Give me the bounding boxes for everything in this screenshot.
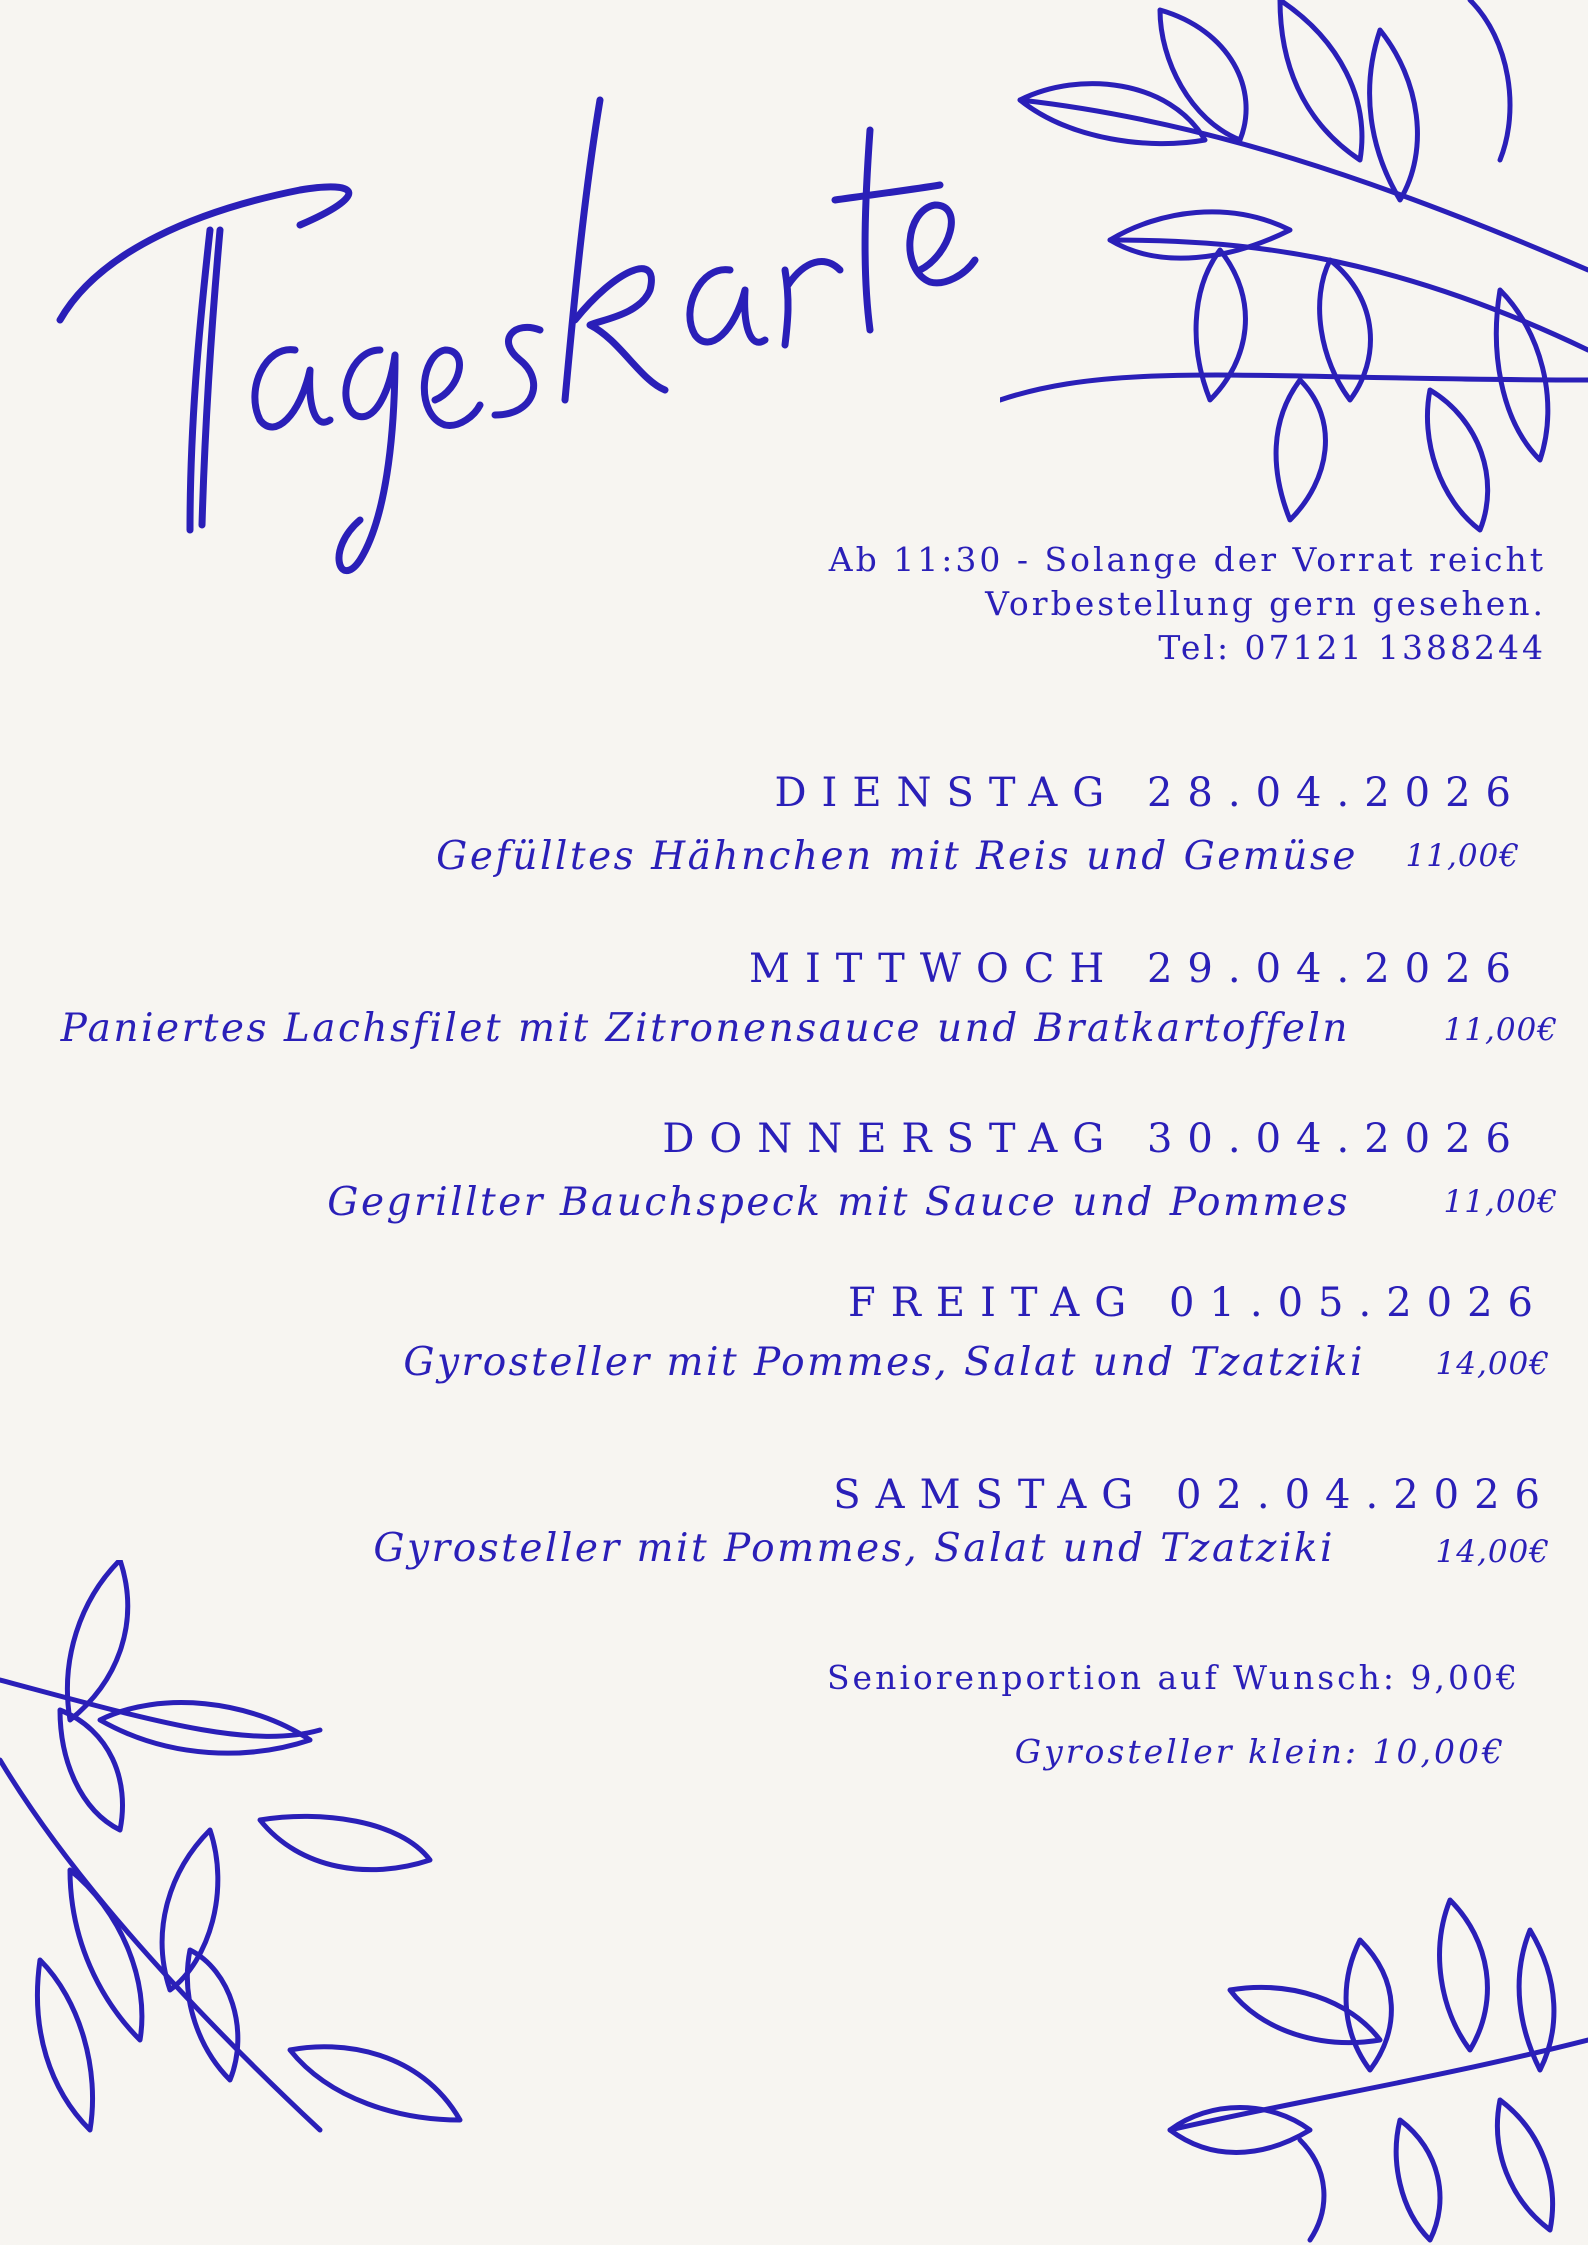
title-script-icon [40,20,1000,580]
menu-day-tuesday: DIENSTAG 28.04.2026 [774,770,1526,816]
leaf-branch-icon [1000,0,1588,540]
menu-price-thursday: 11,00€ [1443,1184,1558,1220]
small-gyros-text: Gyrosteller klein: 10,00€ [1014,1732,1506,1771]
menu-price-tuesday: 11,00€ [1405,838,1520,874]
menu-price-friday: 14,00€ [1435,1346,1550,1382]
leaf-branch-icon [0,1560,470,2160]
page-title [40,20,1000,580]
menu-dish-wednesday: Paniertes Lachsfilet mit Zitronensauce und Bratkartoffeln [60,1006,1350,1051]
menu-price-wednesday: 11,00€ [1443,1012,1558,1048]
menu-dish-tuesday: Gefülltes Hähnchen mit Reis und Gemüse [436,834,1358,879]
menu-day-wednesday: MITTWOCH 29.04.2026 [749,946,1526,992]
menu-price-saturday: 14,00€ [1435,1534,1550,1570]
leaf-branch-icon [1150,1880,1588,2245]
menu-dish-friday: Gyrosteller mit Pommes, Salat und Tzatziki [403,1340,1365,1385]
menu-dish-saturday: Gyrosteller mit Pommes, Salat und Tzatziki [373,1526,1335,1571]
menu-dish-thursday: Gegrillter Bauchspeck mit Sauce und Pommes [327,1180,1350,1225]
phone-text: Tel: 07121 1388244 [1158,628,1546,667]
menu-day-friday: FREITAG 01.05.2026 [848,1280,1548,1326]
senior-portion-text: Seniorenportion auf Wunsch: 9,00€ [826,1658,1520,1697]
menu-day-thursday: DONNERSTAG 30.04.2026 [662,1116,1526,1162]
info-block [646,538,1546,670]
preorder-text: Vorbestellung gern gesehen. [985,584,1546,623]
opening-hours-text: Ab 11:30 - Solange der Vorrat reicht [828,540,1546,579]
menu-day-saturday: SAMSTAG 02.04.2026 [833,1472,1555,1518]
